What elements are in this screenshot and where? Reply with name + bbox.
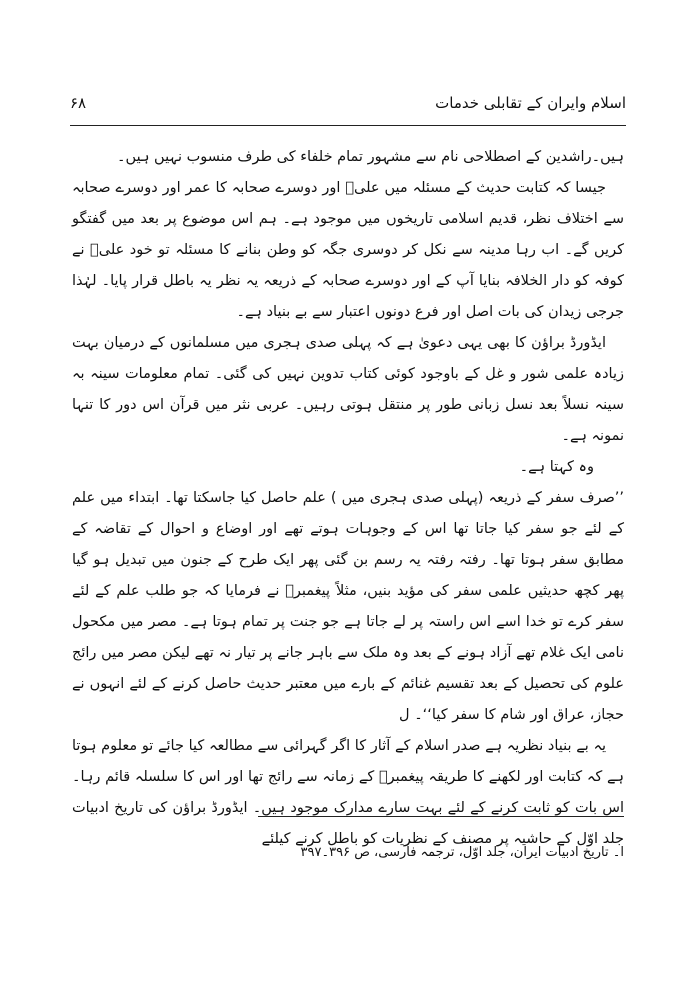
quote-intro: وہ کہتا ہے۔: [519, 459, 594, 475]
paragraph-edward-browne: ایڈورڈ براؤن کا بھی یہی دعویٰ ہے کہ پہلی صدی ہجری میں مسلمانوں کے درمیان بہت زیادہ علمی شور و غل کے باوجود کوئی کتاب تدوین نہیں کی گئی۔ تمام معلومات سینہ بہ سینہ نسلاً بعد نسل زبانی طور پر منتقل ہوتی رہیں۔ عربی نثر میں قرآن اس دور کا تنہا نمونہ ہے۔: [72, 335, 624, 444]
block-quote: ’’صرف سفر کے ذریعہ (پہلی صدی ہجری میں ) علم حاصل کیا جاسکتا تھا۔ ابتداء میں علم کے لئے جو سفر کیا جاتا تھا اس کے وجوہات ہوتے تھے اور اوضاع و احوال کے تقاضہ کے مطابق سفر ہوتا تھا۔ رفتہ رفتہ یہ رسم بن گئی پھر ایک طرح کے جنون میں تبدیل ہو گیا پھر کچھ حدیثیں علمی سفر کی مؤید بنیں، مثلاً پیغمبرؐ نے فرمایا کہ جو طلب علم کے لئے سفر کرے تو خدا اسے اس راستہ پر لے جاتا ہے جو جنت پر تمام ہوتا ہے۔ مصر میں مکحول نامی ایک غلام تھے آزاد ہونے کے بعد وہ ملک سے باہر جانے پر تیار نہ تھے لیکن مصر میں رائج علوم کی تحصیل کے بعد تقسیم غنائم کے بارے میں معتبر حدیث حاصل کرنے کے لئے انہوں نے حجاز، عراق اور شام کا سفر کیا‘‘۔ ل: [72, 490, 624, 723]
paragraph-continuation: ہیں۔راشدین کے اصطلاحی نام سے مشہور تمام خلفاء کی طرف منسوب نہیں ہیں۔: [117, 149, 624, 165]
body-text: [72, 142, 624, 855]
footnote: ا۔ تاریخ ادبیات ایران، جلد اوّل، ترجمہ فارسی، ص ۳۹۶۔۳۹۷: [300, 845, 624, 860]
paragraph-rebuttal: یہ بے بنیاد نظریہ ہے صدر اسلام کے آثار کا اگر گہرائی سے مطالعہ کیا جائے تو معلوم ہوتا ہے کہ کتابت اور لکھنے کا طریقہ پیغمبرؐ کے زمانہ سے رائج تھا اور اس کا سلسلہ قائم رہا۔ اس بات کو ثابت کرنے کے لئے بہت سارے مدارک موجود ہیں۔ ایڈورڈ براؤن کی تاریخ ادبیات جلد اوّل کے حاشیہ پر مصنف کے نظریات کو باطل کرنے کیلئے: [72, 738, 624, 847]
paragraph-hadith-writing: جیسا کہ کتابت حدیث کے مسئلہ میں علیؑ اور دوسرے صحابہ کا عمر اور دوسرے صحابہ سے اختلاف نظر، قدیم اسلامی تاریخوں میں موجود ہے۔ ہم اس موضوع پر بعد میں گفتگو کریں گے۔ اب رہا مدینہ سے نکل کر دوسری جگہ کو وطن بنانے کا مسئلہ تو خود علیؑ نے کوفہ کو دار الخلافہ بنایا آپ کے اور دوسرے صحابہ کے ذریعہ یہ نظر یہ باطل قرار پایا۔ لہٰذا جرجی زیدان کی بات اصل اور فرع دونوں اعتبار سے بے بنیاد ہے۔: [72, 180, 624, 320]
header-divider: [70, 125, 626, 126]
page-header: [70, 92, 626, 122]
footnote-divider: [258, 816, 624, 817]
running-title: اسلام وایران کے تقابلی خدمات: [435, 94, 626, 112]
page-number: ۶۸: [70, 94, 87, 112]
